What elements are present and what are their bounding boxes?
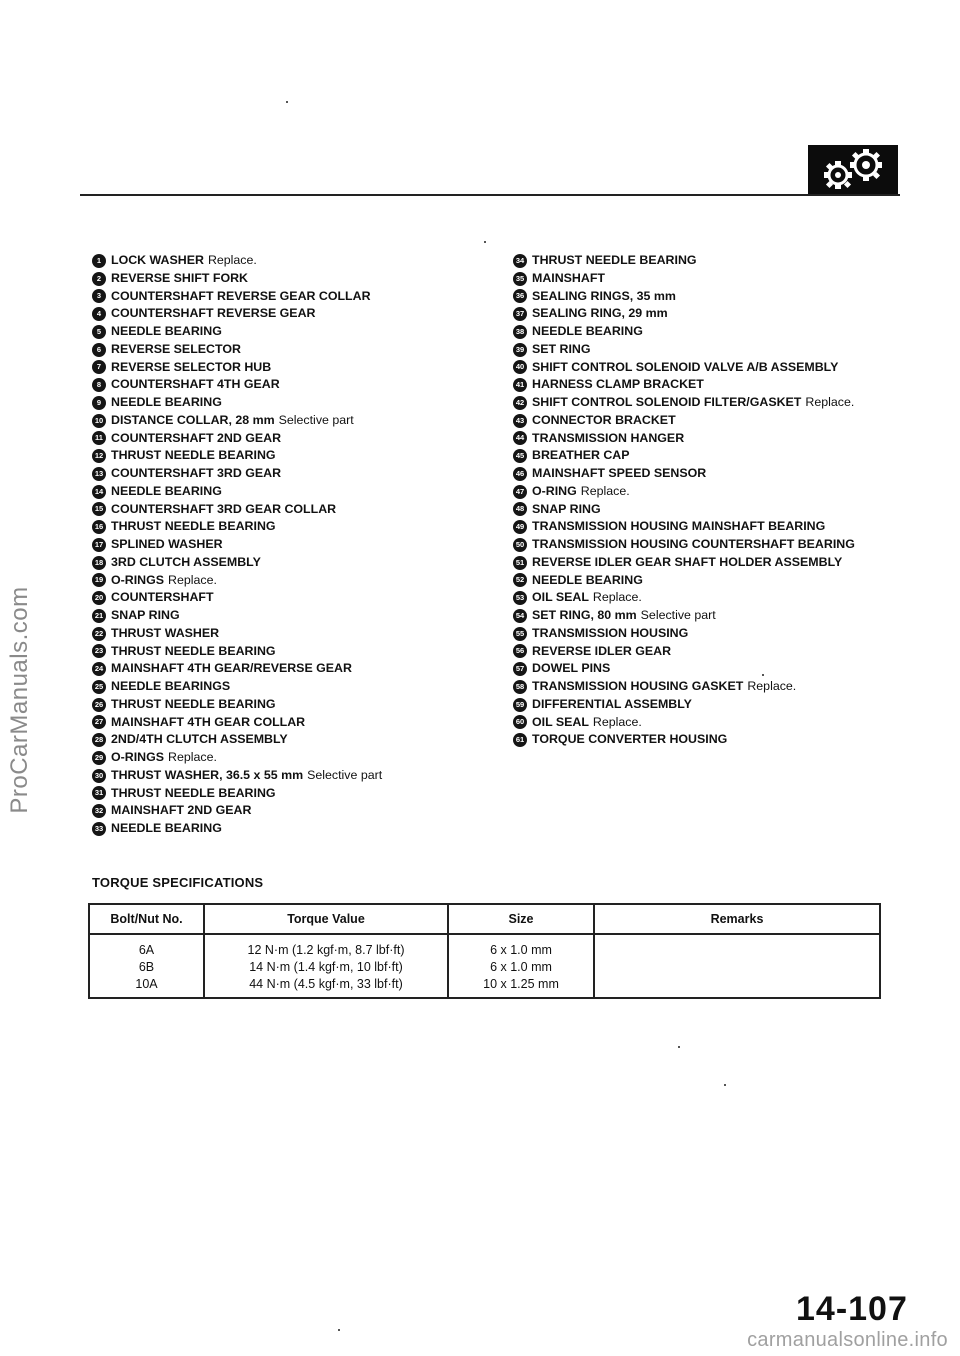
part-note: Replace. — [168, 572, 217, 587]
part-note: Replace. — [747, 679, 797, 693]
list-item — [92, 252, 492, 270]
list-item — [92, 465, 492, 483]
list-item — [92, 376, 492, 394]
list-item — [513, 607, 943, 625]
part-note: Replace. — [592, 714, 642, 729]
part-name: TRANSMISSION HOUSING COUNTERSHAFT BEARING — [532, 537, 855, 551]
item-number-badge: 29 — [92, 751, 106, 765]
list-item — [513, 572, 943, 590]
item-number-badge: 36 — [513, 289, 527, 303]
part-name: THRUST NEEDLE BEARING — [532, 253, 697, 267]
item-number-badge: 57 — [513, 662, 527, 676]
part-name: TRANSMISSION HOUSING MAINSHAFT BEARING — [532, 519, 826, 534]
part-name: MAINSHAFT SPEED SENSOR — [532, 466, 707, 480]
item-number-badge: 15 — [92, 502, 106, 516]
part-name: TORQUE CONVERTER HOUSING — [532, 732, 728, 747]
scan-speck — [762, 674, 764, 676]
part-name: BREATHER CAP — [532, 448, 630, 463]
scan-speck — [286, 101, 288, 103]
part-note: Replace. — [580, 483, 630, 498]
item-number-badge: 59 — [513, 698, 527, 712]
part-name: MAINSHAFT 4TH GEAR/REVERSE GEAR — [111, 661, 352, 676]
list-item — [92, 483, 492, 501]
part-name: COUNTERSHAFT — [111, 590, 214, 605]
item-number-badge: 31 — [92, 786, 106, 800]
list-item — [513, 323, 943, 341]
torque-heading: TORQUE SPECIFICATIONS — [92, 875, 264, 890]
part-note: Selective part — [307, 767, 383, 782]
list-item — [92, 394, 492, 412]
torque-cell: 14 N·m (1.4 kgf·m, 10 lbf·ft) — [204, 959, 448, 976]
list-item — [92, 447, 492, 465]
item-number-badge: 48 — [513, 502, 527, 516]
remarks-cell — [594, 959, 880, 976]
item-number-badge: 44 — [513, 431, 527, 445]
parts-list-right — [513, 252, 943, 749]
part-name: COUNTERSHAFT 3RD GEAR COLLAR — [111, 501, 337, 516]
list-item — [92, 625, 492, 643]
item-number-badge: 52 — [513, 573, 527, 587]
item-number-badge: 27 — [92, 715, 106, 729]
list-item — [513, 394, 943, 412]
list-item — [513, 288, 943, 306]
table-row — [89, 976, 880, 998]
part-name: REVERSE IDLER GEAR SHAFT HOLDER ASSEMBLY — [532, 554, 843, 569]
part-name: MAINSHAFT 4TH GEAR COLLAR — [111, 714, 306, 729]
part-name: HARNESS CLAMP BRACKET — [532, 377, 704, 392]
item-number-badge: 11 — [92, 431, 106, 445]
table-row — [89, 959, 880, 976]
part-name: MAINSHAFT 2ND GEAR — [111, 803, 252, 818]
item-number-badge: 21 — [92, 609, 106, 623]
part-name: LOCK WASHER — [111, 253, 204, 267]
part-name: NEEDLE BEARING — [532, 324, 643, 338]
part-name: THRUST NEEDLE BEARING — [111, 785, 276, 800]
item-number-badge: 19 — [92, 573, 106, 587]
list-item — [92, 270, 492, 288]
part-name: OIL SEAL — [532, 590, 589, 605]
part-name: COUNTERSHAFT 4TH GEAR — [111, 377, 280, 392]
item-number-badge: 2 — [92, 272, 106, 286]
col-bolt-header: Bolt/Nut No. — [89, 904, 204, 934]
col-torque-header: Torque Value — [204, 904, 448, 934]
list-item — [513, 643, 943, 661]
item-number-badge: 25 — [92, 680, 106, 694]
item-number-badge: 20 — [92, 591, 106, 605]
item-number-badge: 43 — [513, 414, 527, 428]
bottom-watermark: carmanualsonline.info — [747, 1329, 948, 1351]
item-number-badge: 14 — [92, 485, 106, 499]
list-item — [92, 660, 492, 678]
torque-cell: 12 N·m (1.2 kgf·m, 8.7 lbf·ft) — [204, 942, 448, 959]
part-name: 3RD CLUTCH ASSEMBLY — [111, 554, 261, 569]
item-number-badge: 9 — [92, 396, 106, 410]
bolt-cell: 10A — [89, 976, 204, 998]
item-number-badge: 54 — [513, 609, 527, 623]
scan-speck — [678, 1046, 680, 1048]
part-name: SHIFT CONTROL SOLENOID VALVE A/B ASSEMBLY — [532, 359, 839, 374]
part-name: TRANSMISSION HOUSING GASKET — [532, 679, 744, 693]
part-name: MAINSHAFT — [532, 270, 605, 285]
col-remarks-header: Remarks — [594, 904, 880, 934]
item-number-badge: 51 — [513, 556, 527, 570]
item-number-badge: 24 — [92, 662, 106, 676]
torque-table — [88, 903, 881, 999]
list-item — [513, 731, 943, 749]
item-number-badge: 10 — [92, 414, 106, 428]
item-number-badge: 1 — [92, 254, 106, 268]
part-name: 2ND/4TH CLUTCH ASSEMBLY — [111, 732, 288, 747]
scan-speck — [338, 1329, 340, 1331]
size-cell: 6 x 1.0 mm — [448, 942, 594, 959]
list-item — [92, 678, 492, 696]
list-item — [92, 589, 492, 607]
size-cell: 6 x 1.0 mm — [448, 959, 594, 976]
item-number-badge: 35 — [513, 272, 527, 286]
item-number-badge: 46 — [513, 467, 527, 481]
item-number-badge: 55 — [513, 627, 527, 641]
list-item — [92, 785, 492, 803]
item-number-badge: 5 — [92, 325, 106, 339]
item-number-badge: 7 — [92, 360, 106, 374]
list-item — [513, 305, 943, 323]
part-name: CONNECTOR BRACKET — [532, 412, 676, 427]
list-item — [92, 767, 492, 785]
list-item — [513, 536, 943, 554]
part-name: SHIFT CONTROL SOLENOID FILTER/GASKET — [532, 395, 802, 409]
item-number-badge: 61 — [513, 733, 527, 747]
list-item — [92, 341, 492, 359]
part-note: Replace. — [168, 750, 217, 764]
part-name: DIFFERENTIAL ASSEMBLY — [532, 696, 692, 711]
item-number-badge: 12 — [92, 449, 106, 463]
item-number-badge: 16 — [92, 520, 106, 534]
part-name: TRANSMISSION HOUSING — [532, 625, 689, 640]
part-name: SPLINED WASHER — [111, 537, 223, 551]
part-name: THRUST NEEDLE BEARING — [111, 448, 276, 463]
list-item — [92, 820, 492, 838]
list-item — [513, 554, 943, 572]
item-number-badge: 3 — [92, 289, 106, 303]
item-number-badge: 60 — [513, 715, 527, 729]
list-item — [92, 607, 492, 625]
list-item — [92, 323, 492, 341]
part-name: THRUST WASHER — [111, 625, 220, 640]
page-number: 14-107 — [796, 1290, 908, 1328]
list-item — [513, 589, 943, 607]
item-number-badge: 4 — [92, 307, 106, 321]
list-item — [513, 430, 943, 448]
list-item — [92, 288, 492, 306]
item-number-badge: 39 — [513, 343, 527, 357]
part-note: Replace. — [592, 590, 642, 605]
part-name: OIL SEAL — [532, 714, 589, 729]
item-number-badge: 42 — [513, 396, 527, 410]
part-name: NEEDLE BEARING — [111, 483, 222, 498]
col-size-header: Size — [448, 904, 594, 934]
list-item — [513, 412, 943, 430]
part-name: TRANSMISSION HANGER — [532, 430, 685, 445]
item-number-badge: 50 — [513, 538, 527, 552]
list-item — [513, 660, 943, 678]
list-item — [92, 536, 492, 554]
table-row — [89, 942, 880, 959]
torque-table-header — [89, 904, 880, 934]
part-name: NEEDLE BEARING — [111, 395, 222, 409]
parts-list-left — [92, 252, 492, 838]
list-item — [513, 252, 943, 270]
item-number-badge: 26 — [92, 698, 106, 712]
item-number-badge: 37 — [513, 307, 527, 321]
part-name: COUNTERSHAFT REVERSE GEAR COLLAR — [111, 288, 371, 303]
remarks-cell — [594, 942, 880, 959]
item-number-badge: 40 — [513, 360, 527, 374]
part-name: DISTANCE COLLAR, 28 mm — [111, 412, 275, 427]
part-name: REVERSE IDLER GEAR — [532, 643, 672, 658]
list-item — [92, 731, 492, 749]
list-item — [513, 376, 943, 394]
remarks-cell — [594, 976, 880, 998]
part-name: O-RING — [532, 483, 577, 498]
item-number-badge: 45 — [513, 449, 527, 463]
part-name: SEALING RING, 29 mm — [532, 306, 668, 321]
list-item — [92, 749, 492, 767]
part-note: Replace. — [805, 395, 855, 409]
part-note: Selective part — [278, 412, 354, 427]
list-item — [513, 359, 943, 377]
item-number-badge: 18 — [92, 556, 106, 570]
part-name: REVERSE SELECTOR HUB — [111, 359, 272, 374]
table-spacer-row — [89, 934, 880, 942]
part-name: O-RINGS — [111, 750, 165, 764]
part-name: COUNTERSHAFT REVERSE GEAR — [111, 306, 316, 321]
item-number-badge: 22 — [92, 627, 106, 641]
torque-cell: 44 N·m (4.5 kgf·m, 33 lbf·ft) — [204, 976, 448, 998]
part-name: REVERSE SHIFT FORK — [111, 270, 248, 285]
part-note: Selective part — [640, 608, 716, 622]
part-name: COUNTERSHAFT 2ND GEAR — [111, 430, 282, 445]
list-item — [92, 518, 492, 536]
list-item — [92, 802, 492, 820]
part-name: SET RING, 80 mm — [532, 608, 637, 622]
list-item — [92, 501, 492, 519]
part-name: O-RINGS — [111, 572, 165, 587]
scan-speck — [484, 241, 486, 243]
list-item — [513, 341, 943, 359]
part-name: SET RING — [532, 341, 591, 356]
list-item — [92, 359, 492, 377]
list-item — [513, 270, 943, 288]
item-number-badge: 13 — [92, 467, 106, 481]
header-rule — [80, 194, 900, 196]
part-name: THRUST WASHER, 36.5 x 55 mm — [111, 767, 304, 782]
item-number-badge: 8 — [92, 378, 106, 392]
part-name: SNAP RING — [532, 501, 601, 516]
list-item — [513, 447, 943, 465]
item-number-badge: 23 — [92, 644, 106, 658]
size-cell: 10 x 1.25 mm — [448, 976, 594, 998]
list-item — [513, 501, 943, 519]
list-item — [92, 696, 492, 714]
list-item — [513, 518, 943, 536]
part-name: NEEDLE BEARINGS — [111, 679, 231, 693]
bolt-cell: 6B — [89, 959, 204, 976]
list-item — [513, 714, 943, 732]
list-item — [92, 643, 492, 661]
list-item — [513, 625, 943, 643]
item-number-badge: 56 — [513, 644, 527, 658]
part-name: COUNTERSHAFT 3RD GEAR — [111, 466, 282, 480]
part-name: SNAP RING — [111, 608, 180, 622]
list-item — [513, 678, 943, 696]
side-watermark-text: ProCarManuals.com — [6, 586, 33, 814]
item-number-badge: 17 — [92, 538, 106, 552]
list-item — [513, 465, 943, 483]
item-number-badge: 33 — [92, 822, 106, 836]
part-name: REVERSE SELECTOR — [111, 341, 241, 356]
list-item — [92, 572, 492, 590]
part-name: NEEDLE BEARING — [111, 324, 222, 338]
part-name: THRUST NEEDLE BEARING — [111, 696, 276, 711]
list-item — [513, 483, 943, 501]
item-number-badge: 34 — [513, 254, 527, 268]
item-number-badge: 58 — [513, 680, 527, 694]
item-number-badge: 6 — [92, 343, 106, 357]
list-item — [513, 696, 943, 714]
item-number-badge: 38 — [513, 325, 527, 339]
part-name: DOWEL PINS — [532, 661, 611, 676]
item-number-badge: 41 — [513, 378, 527, 392]
part-name: SEALING RINGS, 35 mm — [532, 288, 676, 303]
item-number-badge: 28 — [92, 733, 106, 747]
part-name: THRUST NEEDLE BEARING — [111, 519, 276, 534]
bolt-cell: 6A — [89, 942, 204, 959]
list-item — [92, 714, 492, 732]
list-item — [92, 430, 492, 448]
part-note: Replace. — [207, 253, 257, 267]
list-item — [92, 554, 492, 572]
item-number-badge: 30 — [92, 769, 106, 783]
list-item — [92, 305, 492, 323]
part-name: NEEDLE BEARING — [532, 572, 643, 587]
gears-icon — [808, 145, 898, 195]
list-item — [92, 412, 492, 430]
item-number-badge: 47 — [513, 485, 527, 499]
part-name: NEEDLE BEARING — [111, 821, 222, 835]
part-name: THRUST NEEDLE BEARING — [111, 643, 276, 658]
item-number-badge: 53 — [513, 591, 527, 605]
item-number-badge: 32 — [92, 804, 106, 818]
scan-speck — [724, 1084, 726, 1086]
item-number-badge: 49 — [513, 520, 527, 534]
